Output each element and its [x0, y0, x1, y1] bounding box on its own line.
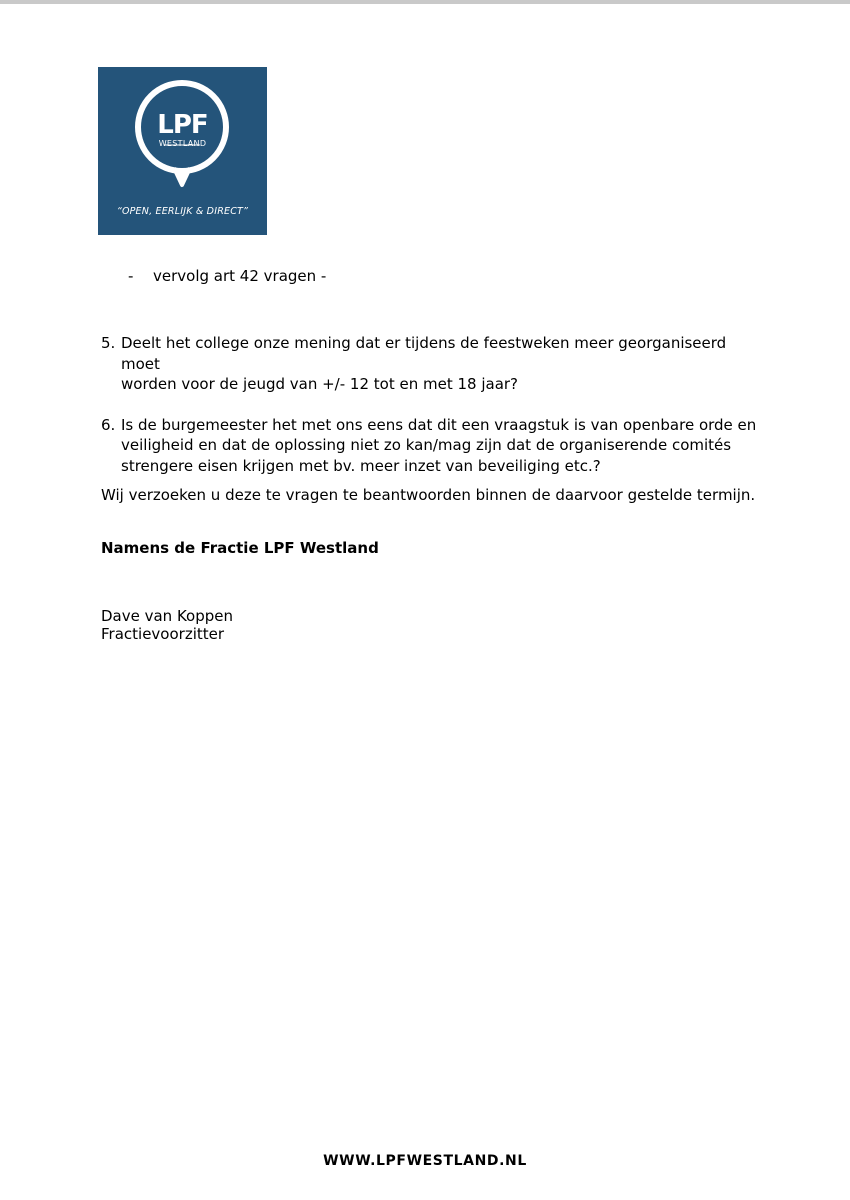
subtitle-dash: -: [128, 267, 134, 285]
question-line: Is de burgemeester het met ons eens dat dit een vraagstuk is van openbare orde en: [121, 415, 757, 434]
signer-name: Dave van Koppen: [101, 607, 234, 625]
question-number: 6.: [101, 415, 116, 434]
signature-heading: Namens de Fractie LPF Westland: [101, 539, 379, 557]
question-number: 5.: [101, 334, 116, 352]
question-line: Deelt het college onze mening dat er tijdens de feestweken meer georganiseerd moet: [121, 334, 727, 373]
question-list: [101, 333, 761, 496]
question-line: veiligheid en dat de oplossing niet zo kan/mag zijn dat de organiserende comités: [121, 436, 732, 454]
request-paragraph: Wij verzoeken u deze te vragen te beantwoorden binnen de daarvoor gestelde termijn.: [101, 486, 756, 504]
signer-role: Fractievoorzitter: [101, 625, 225, 643]
question-item: [101, 333, 761, 395]
top-rule: [0, 0, 850, 4]
subtitle: [128, 266, 326, 286]
question-item: [101, 415, 761, 477]
logo-subname: WESTLAND: [158, 139, 207, 148]
lpf-westland-logo: [98, 67, 267, 235]
subtitle-text: vervolg art 42 vragen -: [153, 267, 327, 285]
question-line: worden voor de jeugd van +/- 12 tot en met 18 jaar?: [121, 375, 519, 393]
footer-website: WWW.LPFWESTLAND.NL: [323, 1153, 527, 1169]
question-line: strengere eisen krijgen met bv. meer inzet van beveiliging etc.?: [121, 456, 601, 475]
signer-block: [101, 607, 233, 643]
logo-name: LPF: [157, 110, 208, 140]
logo-slogan: “OPEN, EERLIJK & DIRECT”: [116, 206, 249, 217]
